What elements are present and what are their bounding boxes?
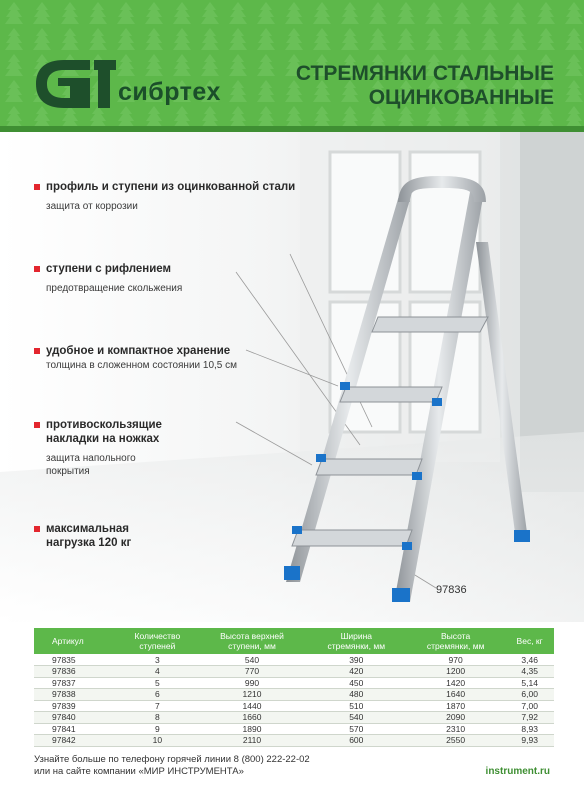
table-cell: 510 [307, 700, 406, 712]
table-cell: 540 [307, 712, 406, 724]
table-cell: 1640 [406, 689, 505, 701]
table-cell: 1870 [406, 700, 505, 712]
table-cell: 2090 [406, 712, 505, 724]
table-cell: 3,46 [505, 654, 554, 666]
feature-head-line-1: максимальная [46, 523, 129, 535]
table-cell: 3 [117, 654, 197, 666]
feature-galvanized [34, 180, 334, 213]
table-cell: 10 [117, 735, 197, 747]
table-cell: 390 [307, 654, 406, 666]
table-cell: 8,93 [505, 723, 554, 735]
model-label: 97836 [436, 584, 467, 596]
header-height: Высота стремянки, мм [406, 628, 505, 654]
table-cell: 540 [197, 654, 306, 666]
table-cell: 450 [307, 677, 406, 689]
feature-sub: предотвращение скольжения [46, 283, 183, 294]
table-cell: 1200 [406, 666, 505, 678]
feature-sub [34, 452, 334, 478]
title-line-1: СТРЕМЯНКИ СТАЛЬНЫЕ [295, 62, 554, 85]
table-row [34, 666, 554, 678]
feature-head [34, 522, 334, 550]
table-cell: 2110 [197, 735, 306, 747]
table-cell: 6 [117, 689, 197, 701]
footer-url-link[interactable]: instrument.ru [485, 766, 550, 777]
feature-head-line-1: противоскользящие [46, 419, 162, 431]
table-cell: 2550 [406, 735, 505, 747]
feature-non-slip-feet [34, 418, 334, 478]
table-cell: 4,35 [505, 666, 554, 678]
table-cell: 480 [307, 689, 406, 701]
table-cell: 1890 [197, 723, 306, 735]
table-cell: 7 [117, 700, 197, 712]
page-title [296, 62, 554, 110]
footer-contact [34, 754, 310, 778]
table-cell: 1210 [197, 689, 306, 701]
table-cell: 990 [197, 677, 306, 689]
table-cell: 5 [117, 677, 197, 689]
feature-head-line-2: нагрузка 120 кг [46, 537, 132, 549]
table-cell: 7,92 [505, 712, 554, 724]
header-top-step-height: Высота верхней ступени, мм [197, 628, 306, 654]
table-row [34, 654, 554, 666]
table-cell: 97837 [34, 677, 117, 689]
table-cell: 1660 [197, 712, 306, 724]
feature-sub-line-2: покрытия [46, 466, 90, 477]
table-row [34, 700, 554, 712]
feature-sub-line-1: защита напольного [46, 453, 136, 464]
table-cell: 97835 [34, 654, 117, 666]
header-article: Артикул [34, 628, 117, 654]
table-cell: 9,93 [505, 735, 554, 747]
table-row [34, 723, 554, 735]
feature-ribbed-steps [34, 262, 334, 295]
feature-head [34, 418, 334, 446]
table-cell: 970 [406, 654, 505, 666]
table-cell: 570 [307, 723, 406, 735]
footer-line-1: Узнайте больше по телефону горячей линии 8 (800) 222-22-02 [34, 754, 310, 765]
title-line-2: ОЦИНКОВАННЫЕ [368, 86, 554, 109]
table-row [34, 677, 554, 689]
table-cell: 7,00 [505, 700, 554, 712]
table-row [34, 689, 554, 701]
table-header-row [34, 628, 554, 654]
footer-line-2: или на сайте компании «МИР ИНСТРУМЕНТА» [34, 766, 244, 777]
header-weight: Вес, кг [505, 628, 554, 654]
table-cell: 97836 [34, 666, 117, 678]
specs-table [34, 628, 554, 747]
table-cell: 97840 [34, 712, 117, 724]
table-cell: 97838 [34, 689, 117, 701]
feature-head: удобное и компактное хранение [34, 344, 334, 358]
feature-head: ступени с рифлением [34, 262, 334, 276]
feature-head: профиль и ступени из оцинкованной стали [34, 180, 334, 194]
table-cell: 770 [197, 666, 306, 678]
table-row [34, 712, 554, 724]
feature-max-load [34, 522, 334, 550]
table-cell: 97842 [34, 735, 117, 747]
header-width: Ширина стремянки, мм [307, 628, 406, 654]
table-cell: 600 [307, 735, 406, 747]
feature-head-line-2: накладки на ножках [46, 433, 160, 445]
table-row [34, 735, 554, 747]
table-cell: 97839 [34, 700, 117, 712]
table-cell: 1440 [197, 700, 306, 712]
table-cell: 1420 [406, 677, 505, 689]
table-cell: 5,14 [505, 677, 554, 689]
table-cell: 420 [307, 666, 406, 678]
header-banner [0, 0, 584, 130]
table-cell: 8 [117, 712, 197, 724]
table-cell: 6,00 [505, 689, 554, 701]
header-steps: Количество ступеней [117, 628, 197, 654]
table-cell: 9 [117, 723, 197, 735]
table-cell: 97841 [34, 723, 117, 735]
feature-sub: защита от коррозии [46, 201, 138, 212]
table-cell: 4 [117, 666, 197, 678]
feature-sub: толщина в сложенном состоянии 10,5 см [46, 360, 238, 371]
brand-name: сибртех [118, 78, 221, 106]
feature-compact-storage [34, 344, 334, 372]
table-cell: 2310 [406, 723, 505, 735]
